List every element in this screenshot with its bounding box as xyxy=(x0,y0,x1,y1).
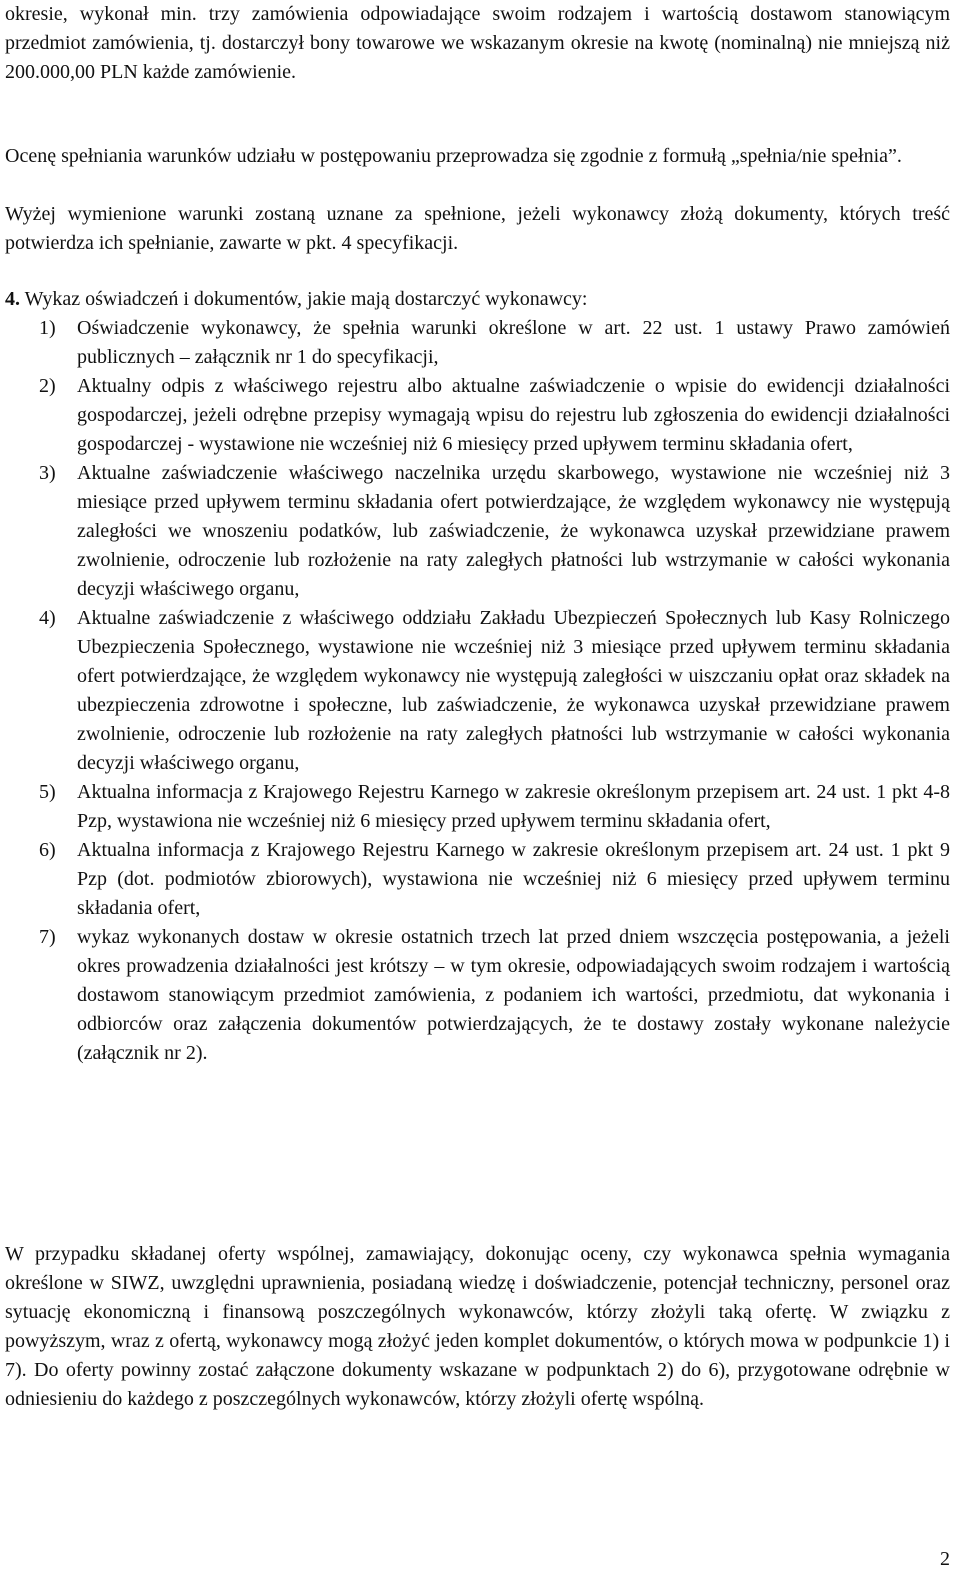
list-item xyxy=(5,778,950,836)
list-item-text: Aktualna informacja z Krajowego Rejestru Karnego w zakresie określonym przepisem art. 24 ust. 1 pkt 9 Pzp (dot. podmiotów zbiorowych), wystawiona nie wcześniej niż 6 miesięcy przed upływem terminu składania ofert, xyxy=(77,839,950,919)
list-item-number: 3) xyxy=(39,462,56,484)
list-item-number: 4) xyxy=(39,607,56,629)
list-item xyxy=(5,314,950,372)
list-item xyxy=(5,923,950,1068)
list-item-number: 1) xyxy=(39,317,56,339)
list-item-text: Aktualne zaświadczenie właściwego naczelnika urzędu skarbowego, wystawione nie wcześniej niż 3 miesiące przed upływem terminu składania ofert potwierdzające, że względem wykonawcy nie występują zaległości we wnoszeniu podatków, lub zaświadczenie, że wykonawca uzyskał przewidziane prawem zwolnienie, odroczenie lub rozłożenie na raty zaległych płatności lub wstrzymanie w całości wykonania decyzji właściwego organu, xyxy=(77,462,950,600)
assessment-paragraph: Ocenę spełniania warunków udziału w postępowaniu przeprowadza się zgodnie z formułą „spełnia/nie spełnia”. xyxy=(5,145,902,167)
list-item-number: 2) xyxy=(39,375,56,397)
required-documents-list xyxy=(5,314,950,1068)
page-number: 2 xyxy=(940,1548,950,1570)
list-item-text: Oświadczenie wykonawcy, że spełnia warunki określone w art. 22 ust. 1 ustawy Prawo zamówień publicznych – załącznik nr 1 do specyfikacji, xyxy=(77,317,950,368)
list-item xyxy=(5,604,950,778)
list-item xyxy=(5,372,950,459)
list-item xyxy=(5,836,950,923)
list-item-text: Aktualne zaświadczenie z właściwego oddziału Zakładu Ubezpieczeń Społecznych lub Kasy Rolniczego Ubezpieczenia Społecznego, wystawione nie wcześniej niż 3 miesiące przed upływem terminu składania ofert potwierdzające, że względem wykonawcy nie występują zaległości w uiszczaniu opłat oraz składek na ubezpieczenia zdrowotne i społeczne, lub zaświadczenie, że wykonawca uzyskał przewidziane prawem zwolnienie, odroczenie lub rozłożenie na raty zaległych płatności lub wstrzymanie w całości wykonania decyzji właściwego organu, xyxy=(77,607,950,774)
list-item-number: 6) xyxy=(39,839,56,861)
joint-offer-paragraph: W przypadku składanej oferty wspólnej, zamawiający, dokonując oceny, czy wykonawca spełnia wymagania określone w SIWZ, uwzględni uprawnienia, posiadaną wiedzę i doświadczenie, potencjał techniczny, personel oraz sytuację ekonomiczną i finansową poszczególnych wykonawców, którzy złożyli taką ofertę. W związku z powyższym, wraz z ofertą, wykonawcy mogą złożyć jeden komplet dokumentów, o których mowa w podpunkcie 1) i 7). Do oferty powinny zostać załączone dokumenty wskazane w podpunktach 2) do 6), przygotowane odrębnie w odniesieniu do każdego z poszczególnych wykonawców, którzy złożyli ofertę wspólną. xyxy=(5,1243,950,1410)
list-item xyxy=(5,459,950,604)
section-4-heading xyxy=(5,285,950,314)
list-item-number: 7) xyxy=(39,926,56,948)
conditions-paragraph: Wyżej wymienione warunki zostaną uznane za spełnione, jeżeli wykonawcy złożą dokumenty, których treść potwierdza ich spełnianie, zawarte w pkt. 4 specyfikacji. xyxy=(5,203,950,254)
section-heading-text: Wykaz oświadczeń i dokumentów, jakie mają dostarczyć wykonawcy: xyxy=(24,288,588,310)
intro-paragraph: okresie, wykonał min. trzy zamówienia odpowiadające swoim rodzajem i wartością dostawom stanowiącym przedmiot zamówienia, tj. dostarczył bony towarowe we wskazanym okresie na kwotę (nominalną) nie mniejszą niż 200.000,00 PLN każde zamówienie. xyxy=(5,3,950,83)
list-item-text: Aktualna informacja z Krajowego Rejestru Karnego w zakresie określonym przepisem art. 24 ust. 1 pkt 4-8 Pzp, wystawiona nie wcześniej niż 6 miesięcy przed upływem terminu składania ofert, xyxy=(77,781,950,832)
list-item-text: Aktualny odpis z właściwego rejestru albo aktualne zaświadczenie o wpisie do ewidencji działalności gospodarczej, jeżeli odrębne przepisy wymagają wpisu do rejestru lub zgłoszenia do ewidencji działalności gospodarczej - wystawione nie wcześniej niż 6 miesięcy przed upływem terminu składania ofert, xyxy=(77,375,950,455)
list-item-number: 5) xyxy=(39,781,56,803)
list-item-text: wykaz wykonanych dostaw w okresie ostatnich trzech lat przed dniem wszczęcia postępowania, a jeżeli okres prowadzenia działalności jest krótszy – w tym okresie, odpowiadających swoim rodzajem i wartością dostawom stanowiącym przedmiot zamówienia, z podaniem ich wartości, przedmiotu, dat wykonania i odbiorców oraz załączenia dokumentów potwierdzających, że te dostawy zostały wykonane należycie (załącznik nr 2). xyxy=(77,926,950,1064)
section-number: 4. xyxy=(5,288,20,310)
